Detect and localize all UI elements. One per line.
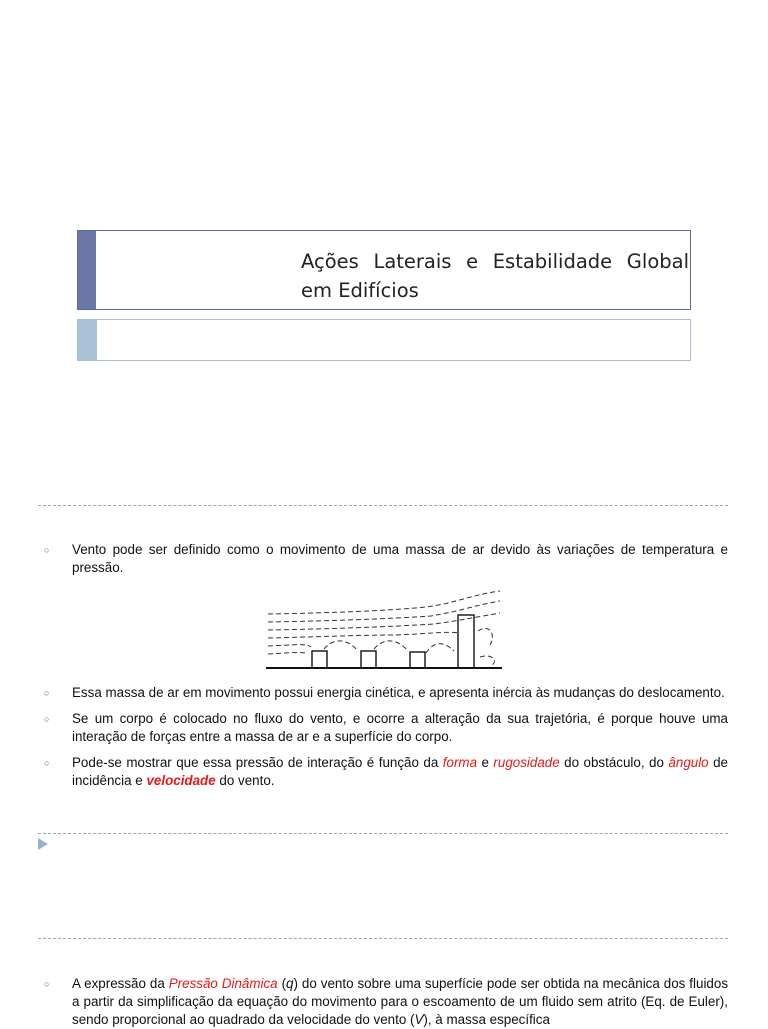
bullet-circle-icon: ○	[44, 758, 50, 768]
subtitle-accent-bar	[78, 320, 97, 360]
list-item: ○ Essa massa de ar em movimento possui energia cinética, e apresenta inércia às mudanças do deslocamento.	[44, 685, 725, 700]
emphasis-forma: forma	[442, 755, 478, 770]
list-item: ○ Vento pode ser definido como o movimento de uma massa de ar devido às variações de temperatura e pressão.	[44, 542, 728, 575]
wind-flow-diagram	[266, 561, 502, 673]
slide-divider	[38, 938, 728, 939]
bullet-circle-icon: ○	[44, 979, 50, 989]
list-item: ○ Se um corpo é colocado no fluxo do vento, e ocorre a alteração da sua trajetória, é porque houve uma interação de forças entre a massa de ar e a superfície do corpo.	[44, 711, 728, 744]
section-wind-properties	[44, 684, 728, 790]
bullet-circle-icon: ○	[44, 545, 50, 555]
list-item: ○ A expressão da Pressão Dinâmica (q) do vento sobre uma superfície pode ser obtida na mecânica dos fluidos a partir da simplificação da equação do movimento para o escoamento de um fluido sem atrito (Eq. de Euler), sendo proporcional ao quadrado da velocidade do vento (V), à massa específica	[44, 976, 729, 1027]
slide-divider	[38, 833, 728, 834]
bullet-circle-icon: ○	[44, 714, 50, 724]
play-triangle-icon	[38, 838, 48, 850]
title-box	[77, 230, 691, 310]
section-dynamic-pressure	[44, 975, 728, 1029]
subtitle-box	[77, 319, 691, 361]
emphasis-angulo: ângulo	[668, 755, 709, 770]
emphasis-pressao-dinamica: Pressão Dinâmica	[168, 976, 278, 991]
emphasis-velocidade: velocidade	[146, 773, 216, 788]
title-accent-bar	[78, 231, 96, 309]
bullet-circle-icon: ○	[44, 688, 50, 698]
emphasis-rugosidade: rugosidade	[493, 755, 560, 770]
slide-divider	[38, 505, 728, 506]
list-item: ○ Pode-se mostrar que essa pressão de interação é função da forma e rugosidade do obstáculo, do ângulo de incidência e velocidade do vento.	[44, 755, 729, 788]
page-title: Ações Laterais e Estabilidade Global em Edifícios	[301, 250, 689, 302]
